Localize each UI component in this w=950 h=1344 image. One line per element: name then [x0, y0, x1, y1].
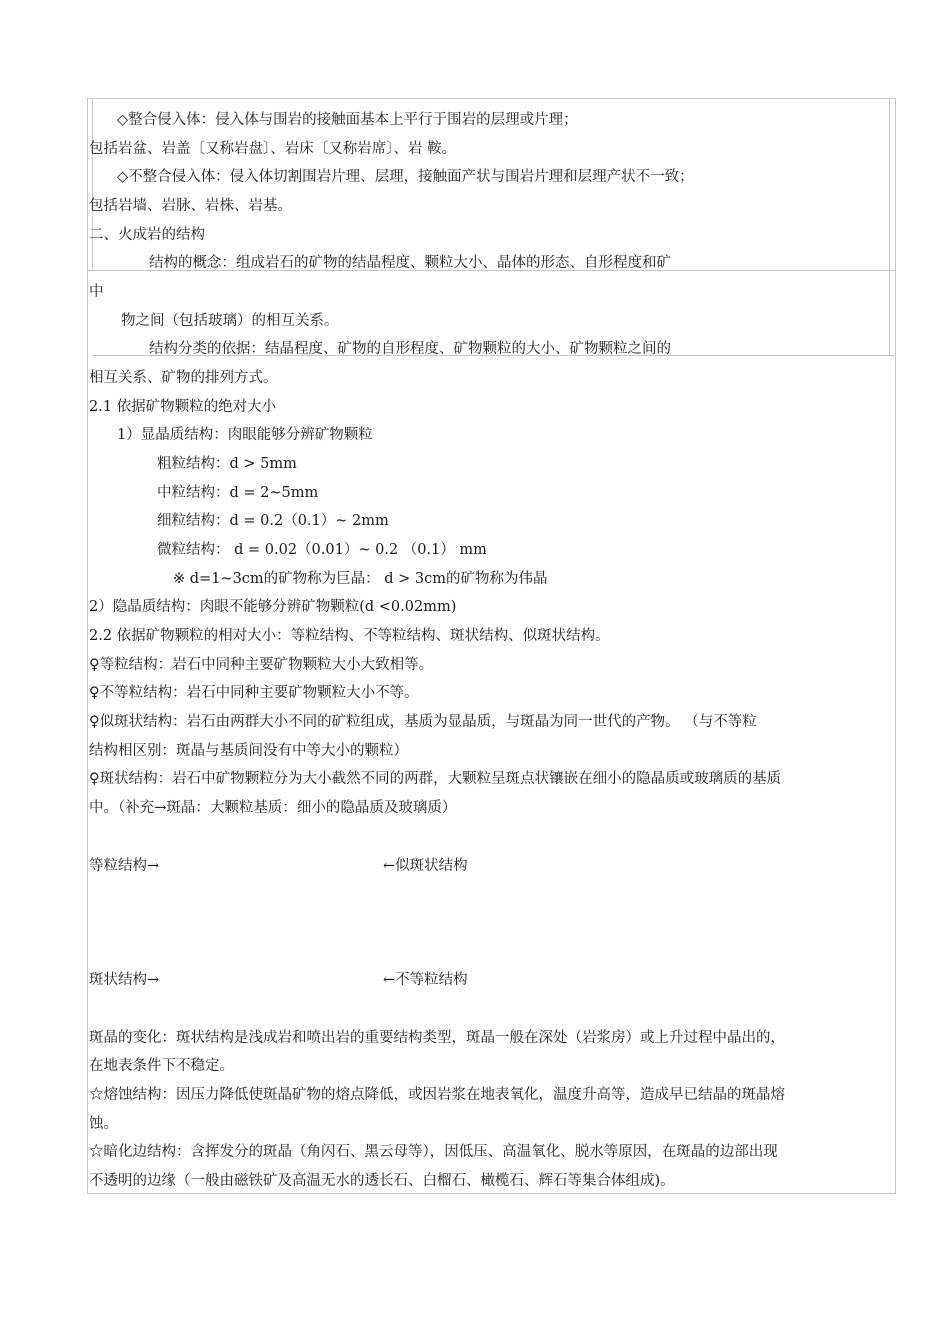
text-line-14: 中粒结构：d = 2~5mm — [157, 485, 319, 501]
text-line-13: 粗粒结构：d > 5mm — [157, 456, 297, 472]
text-line-17: ※ d=1~3cm的矿物称为巨晶： d > 3cm的矿物称为伟晶 — [173, 571, 548, 587]
text-line-32: ☆暗化边结构：含挥发分的斑晶（角闪石、黑云母等），因低压、高温氧化、脱水等原因，在斑晶的边部出现 — [89, 1144, 778, 1160]
text-line-25: 中。（补充→斑晶：大颗粒基质：细小的隐晶质及玻璃质） — [89, 800, 457, 816]
inner-border-right — [889, 98, 890, 270]
text-line-8: 物之间（包括玻璃）的相互关系。 — [121, 313, 339, 329]
text-line-16: 微粒结构： d = 0.02（0.01）~ 0.2 （0.1） mm — [157, 542, 487, 558]
diagram-label-inequigranular: ←不等粒结构 — [383, 972, 468, 988]
text-line-23: 结构相区别：斑晶与基质间没有中等大小的颗粒） — [89, 743, 408, 759]
text-line-15: 细粒结构：d = 0.2（0.1）~ 2mm — [157, 513, 389, 529]
diagram-label-porphyroid: ←似斑状结构 — [383, 858, 468, 874]
subheading-2-2: 2.2 依据矿物颗粒的相对大小：等粒结构、不等粒结构、斑状结构、似斑状结构。 — [89, 628, 610, 644]
text-line-3: ◇不整合侵入体：侵入体切割围岩片理、层理，接触面产状与围岩片理和层理产状不一致； — [117, 169, 694, 185]
text-line-21: ♀不等粒结构：岩石中同种主要矿物颗粒大小不等。 — [89, 685, 419, 701]
text-line-12: 1）显晶质结构：肉眼能够分辨矿物颗粒 — [117, 427, 373, 443]
text-line-6: 结构的概念：组成岩石的矿物的结晶程度、颗粒大小、晶体的形态、自形程度和矿 — [149, 255, 671, 271]
section-heading: 二、火成岩的结构 — [89, 227, 205, 243]
text-line-28: 斑晶的变化：斑状结构是浅成岩和喷出岩的重要结构类型，斑晶一般在深处（岩浆房）或上升过程中晶出的， — [89, 1030, 785, 1046]
text-line-29: 在地表条件下不稳定。 — [89, 1058, 234, 1074]
text-line-18: 2）隐晶质结构：肉眼不能够分辨矿物颗粒(d <0.02mm) — [89, 599, 457, 615]
text-line-4: 包括岩墙、岩脉、岩株、岩基。 — [89, 198, 292, 214]
diagram-label-equigranular: 等粒结构→ — [89, 858, 160, 874]
text-line-33: 不透明的边缘（一般由磁铁矿及高温无水的透长石、白榴石、橄榄石、辉石等集合体组成)。 — [89, 1173, 675, 1189]
text-line-1: ◇整合侵入体：侵入体与围岩的接触面基本上平行于围岩的层理或片理； — [117, 112, 578, 128]
text-line-20: ♀等粒结构：岩石中同种主要矿物颗粒大小大致相等。 — [89, 657, 434, 673]
text-line-10: 相互关系、矿物的排列方式。 — [89, 370, 278, 386]
text-line-22: ♀似斑状结构：岩石由两群大小不同的矿粒组成，基质为显晶质，与斑晶为同一世代的产物。 （与不等粒 — [89, 714, 757, 730]
inner-border-right-2 — [889, 270, 890, 355]
text-line-31: 蚀。 — [89, 1116, 118, 1132]
text-line-30: ☆熔蚀结构：因压力降低使斑晶矿物的熔点降低，或因岩浆在地表氧化，温度升高等，造成早已结晶的斑晶熔 — [89, 1087, 785, 1103]
text-line-24: ♀斑状结构：岩石中矿物颗粒分为大小截然不同的两群，大颗粒呈斑点状镶嵌在细小的隐晶质或玻璃质的基质 — [89, 771, 782, 787]
diagram-label-porphyritic: 斑状结构→ — [89, 972, 160, 988]
text-line-9: 结构分类的依据：结晶程度、矿物的自形程度、矿物颗粒的大小、矿物颗粒之间的 — [149, 341, 671, 357]
text-line-7: 中 — [89, 284, 104, 300]
subheading-2-1: 2.1 依据矿物颗粒的绝对大小 — [89, 399, 277, 415]
text-line-2: 包括岩盆、岩盖〔又称岩盘〕、岩床〔又称岩席〕、岩 鞍。 — [89, 141, 457, 157]
